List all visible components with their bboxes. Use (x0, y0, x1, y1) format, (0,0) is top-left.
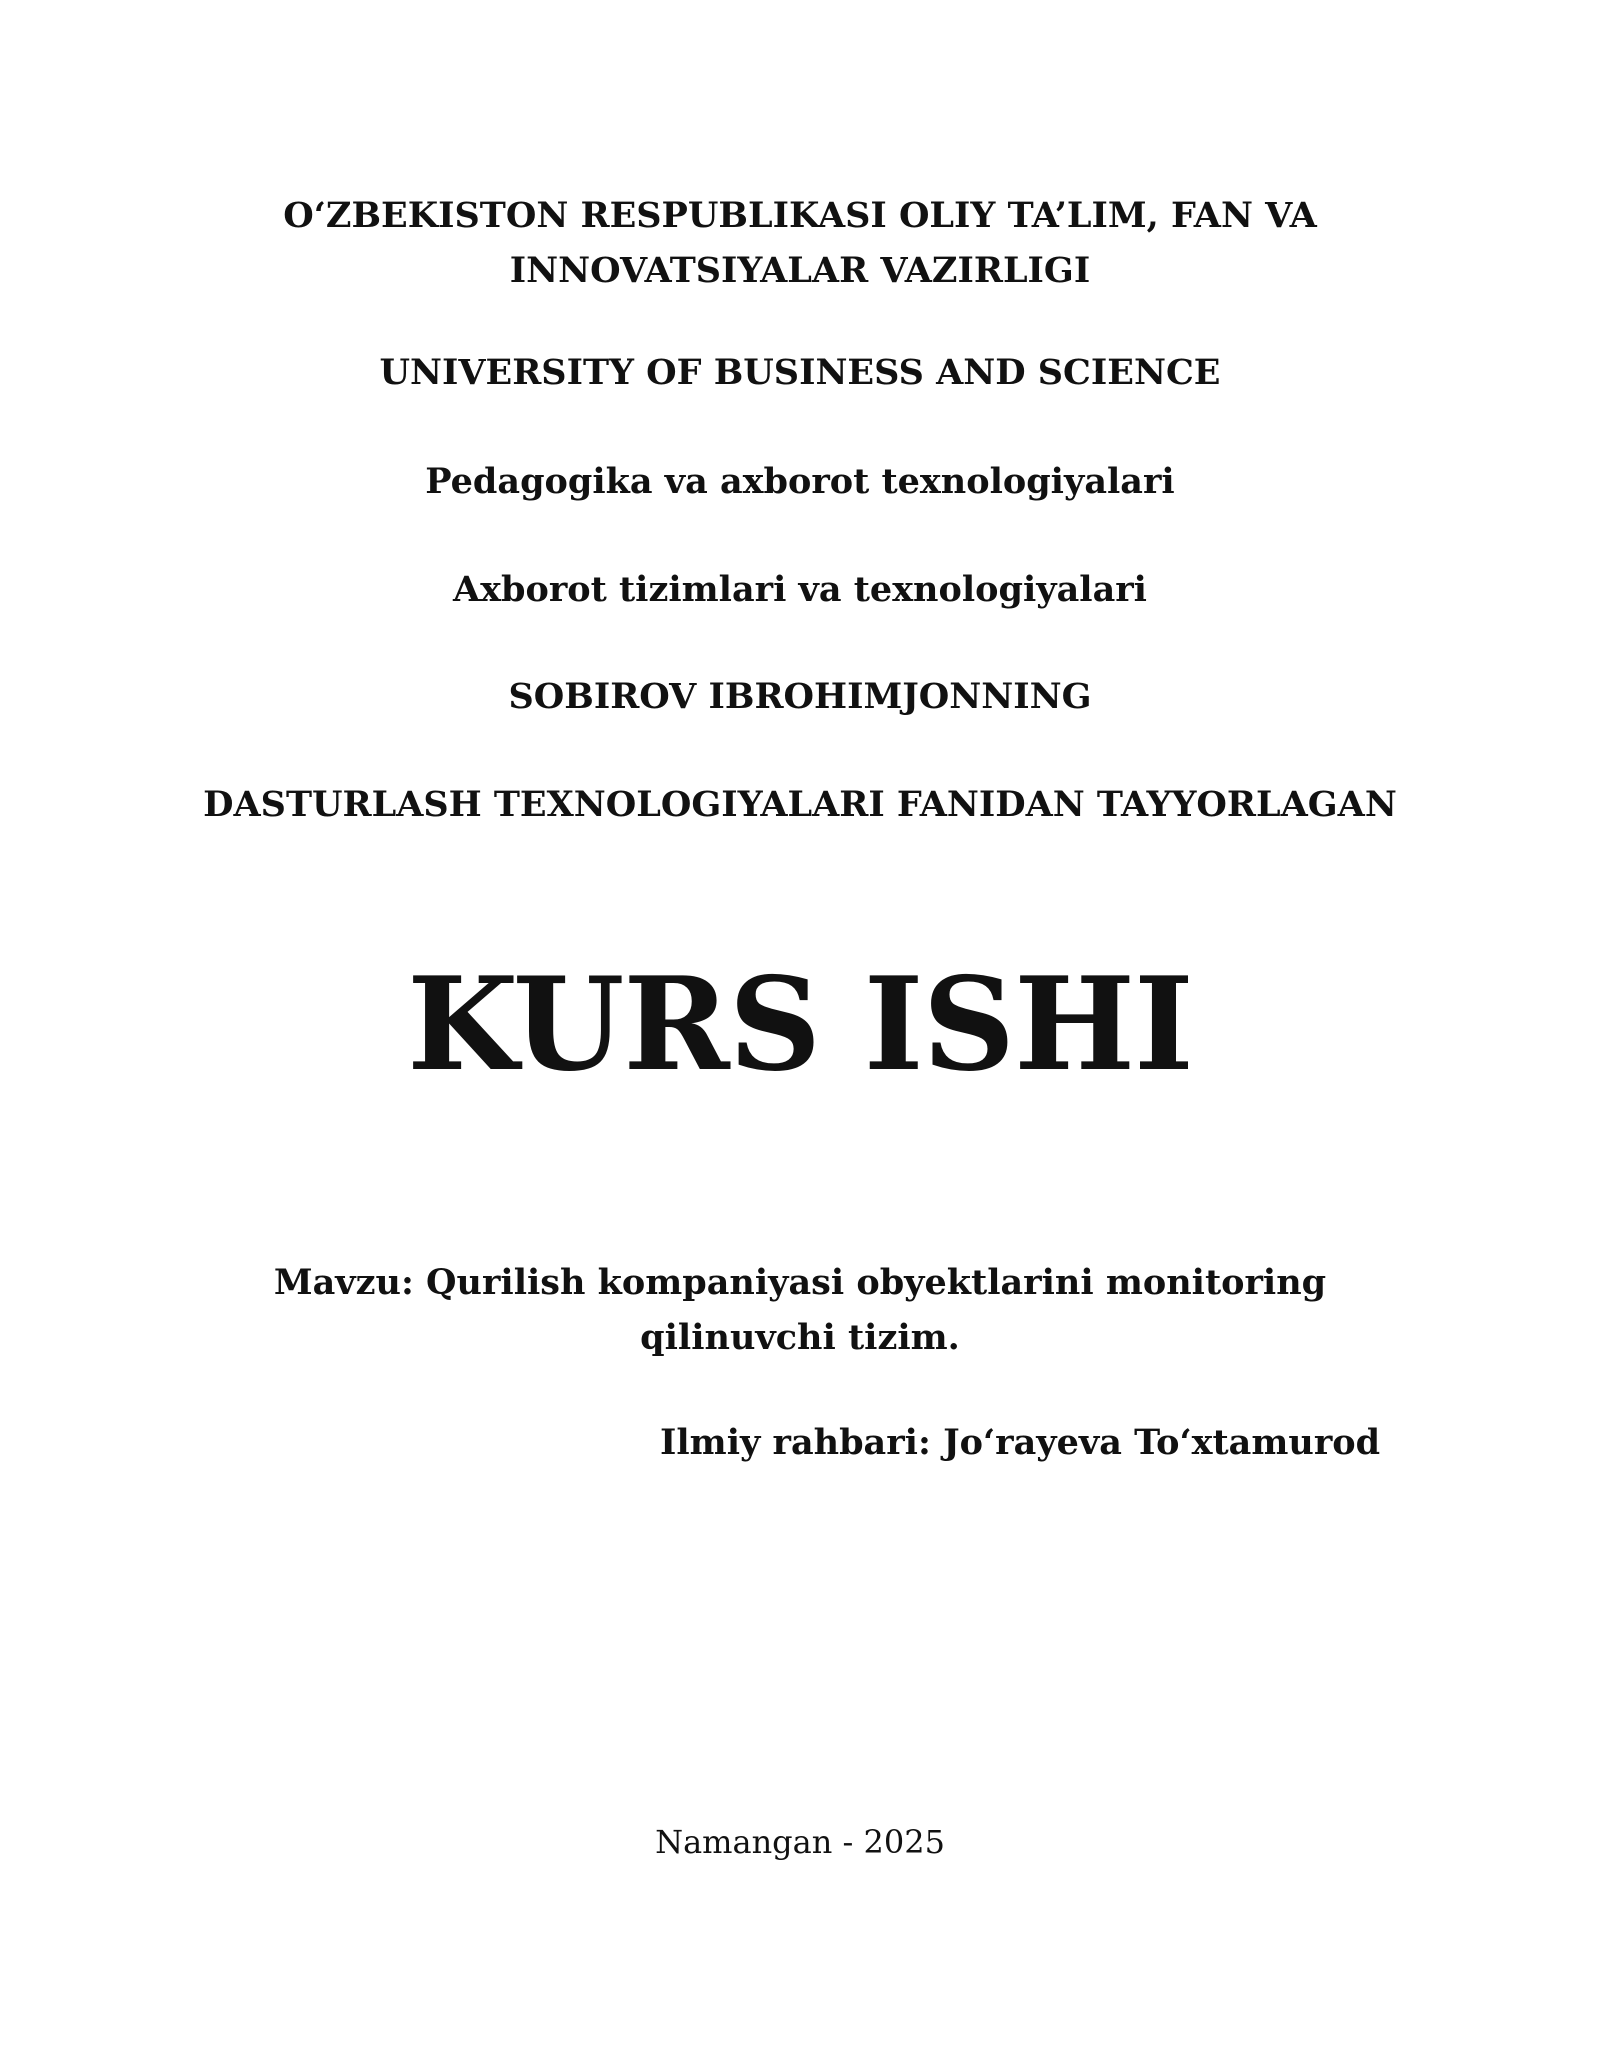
topic-block (0, 1255, 1600, 1365)
ministry-heading (0, 188, 1600, 298)
university-name: UNIVERSITY OF BUSINESS AND SCIENCE (379, 352, 1221, 393)
topic-line-2: qilinuvchi tizim. (640, 1317, 960, 1358)
subject-line: DASTURLASH TEXNOLOGIYALARI FANIDAN TAYYORLAGAN (203, 784, 1397, 825)
ministry-line-2: INNOVATSIYALAR VAZIRLIGI (509, 250, 1091, 291)
ministry-line-1: O‘ZBEKISTON RESPUBLIKASI OLIY TA’LIM, FAN VA (283, 195, 1317, 236)
student-name: SOBIROV IBROHIMJONNING (508, 676, 1092, 717)
supervisor-line: Ilmiy rahbari: Jo‘rayeva To‘xtamurod (660, 1422, 1381, 1463)
department-name: Axborot tizimlari va texnologiyalari (453, 569, 1147, 610)
faculty-name: Pedagogika va axborot texnologiyalari (425, 461, 1175, 502)
topic-line-1: Mavzu: Qurilish kompaniyasi obyektlarini monitoring (273, 1262, 1327, 1303)
place-and-year: Namangan - 2025 (655, 1823, 945, 1861)
document-title: KURS ISHI (407, 950, 1193, 1100)
